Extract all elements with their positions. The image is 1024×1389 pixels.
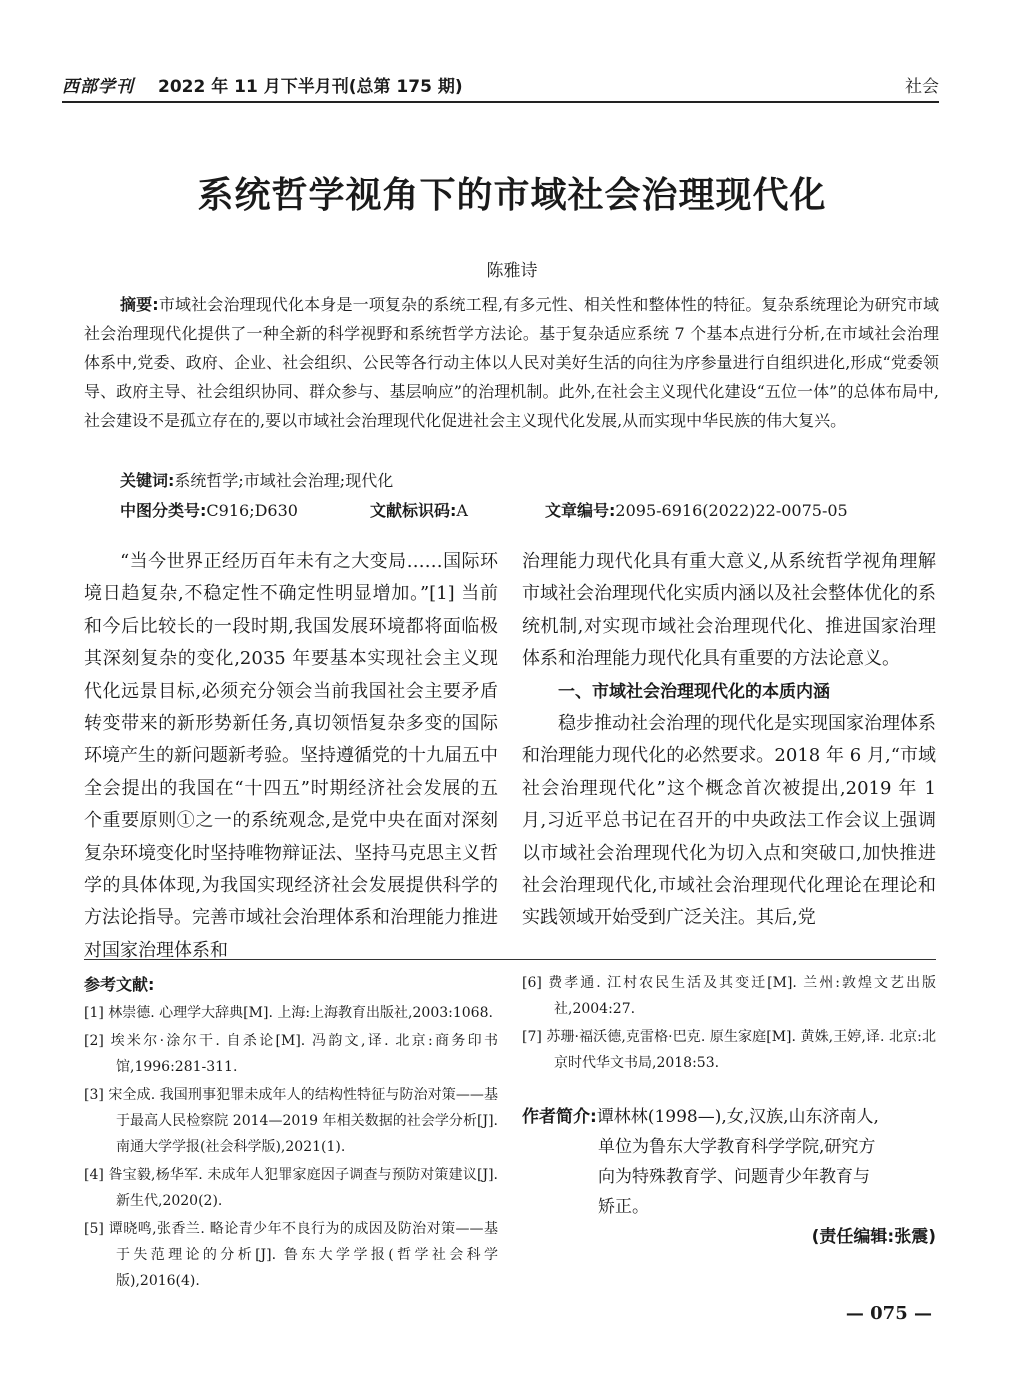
bio-label: 作者简介: — [522, 1107, 597, 1127]
article-title: 系统哲学视角下的市域社会治理现代化 — [197, 175, 827, 216]
references-rule — [84, 959, 936, 960]
clc-value: C916;D630 — [206, 501, 298, 520]
reference-item: [1] 林崇德. 心理学大辞典[M]. 上海:上海教育出版社,2003:1068. — [84, 1005, 493, 1021]
author-bio — [522, 1102, 936, 1222]
references-left — [84, 972, 498, 1296]
body-column-right — [522, 546, 936, 935]
doc-code — [370, 498, 468, 521]
references-right — [522, 970, 936, 1078]
article-value: 2095-6916(2022)22-0075-05 — [615, 501, 848, 520]
reference-item: [4] 昝宝毅,杨华军. 未成年人犯罪家庭因子调查与预防对策建议[J]. 新生代,2020(2). — [84, 1167, 498, 1209]
references-heading: 参考文献: — [84, 975, 155, 994]
responsible-editor: (责任编辑:张震) — [811, 1227, 936, 1247]
abstract-text: 市域社会治理现代化本身是一项复杂的系统工程,有多元性、相关性和整体性的特征。复杂系统理论为研究市域社会治理现代化提供了一种全新的科学视野和系统哲学方法论。基于复杂适应系统 7 个基本点进行分析,在市域社会治理体系中,党委、政府、企业、社会组织、公民等各行动主体以人民对美好生活的向往为序参量进行自组织进化,形成“党委领导、政府主导、社会组织协同、群众参与、基层响应”的治理机制。此外,在社会主义现代化建设“五位一体”的总体布局中,社会建设不是孤立存在的,要以市域社会治理现代化促进社会主义现代化发展,从而实现中华民族的伟大复兴。 — [84, 295, 939, 430]
article-number — [545, 498, 848, 521]
reference-item: [7] 苏珊·福沃德,克雷格·巴克. 原生家庭[M]. 黄姝,王婷,译. 北京:北京时代华文书局,2018:53. — [522, 1029, 936, 1071]
doc-value: A — [456, 501, 468, 520]
article-label: 文章编号: — [545, 501, 616, 520]
body-column-left — [84, 546, 498, 967]
bio-line: 矫正。 — [598, 1197, 649, 1217]
page-number: — 075 — — [845, 1303, 932, 1324]
bio-line: 单位为鲁东大学教育科学学院,研究方 — [598, 1137, 876, 1157]
section-heading: 一、市域社会治理现代化的本质内涵 — [558, 681, 830, 702]
running-header — [62, 70, 939, 104]
keywords-text: 系统哲学;市域社会治理;现代化 — [174, 471, 394, 490]
clc-code — [120, 498, 298, 521]
reference-item: [6] 费孝通. 江村农民生活及其变迁[M]. 兰州:敦煌文艺出版社,2004:27. — [522, 975, 936, 1017]
keywords-label: 关键词: — [120, 471, 175, 490]
clc-label: 中图分类号: — [120, 501, 207, 520]
body-paragraph: 稳步推动社会治理的现代化是实现国家治理体系和治理能力现代化的必然要求。2018 年 6 月,“市域社会治理现代化”这个概念首次被提出,2019 年 1 月,习近平总书记在召开的中央政法工作会议上强调以市域社会治理现代化为切入点和突破口,加快推进社会治理现代化,市域社会治理现代化理论在理论和实践领域开始受到广泛关注。其后,党 — [522, 713, 936, 929]
journal-logo: 西部学刊 — [62, 77, 134, 97]
doc-label: 文献标识码: — [370, 501, 457, 520]
body-paragraph: “当今世界正经历百年未有之大变局……国际环境日趋复杂,不稳定性不确定性明显增加。”[1] 当前和今后比较长的一段时期,我国发展环境都将面临极其深刻复杂的变化,2035 年要基本实现社会主义现代化远景目标,必须充分领会当前我国社会主要矛盾转变带来的新形势新任务,真切领悟复杂多变的国际环境产生的新问题新考验。坚持遵循党的十九届五中全会提出的我国在“十四五”时期经济社会发展的五个重要原则①之一的系统观念,是党中央在面对深刻复杂环境变化时坚持唯物辩证法、坚持马克思主义哲学的具体体现,为我国实现经济社会发展提供科学的方法论指导。完善市域社会治理体系和治理能力推进对国家治理体系和 — [84, 551, 498, 961]
reference-item: [5] 谭晓鸣,张香兰. 略论青少年不良行为的成因及防治对策——基于失范理论的分析[J]. 鲁东大学学报(哲学社会科学版),2016(4). — [84, 1221, 498, 1289]
bio-line: 谭林林(1998—),女,汉族,山东济南人, — [596, 1107, 879, 1127]
reference-item: [2] 埃米尔·涂尔干. 自杀论[M]. 冯韵文,译. 北京:商务印书馆,1996:281-311. — [84, 1033, 498, 1075]
author-name: 陈雅诗 — [486, 261, 538, 281]
header-rule — [62, 101, 939, 103]
body-paragraph: 治理能力现代化具有重大意义,从系统哲学视角理解市域社会治理现代化实质内涵以及社会整体优化的系统机制,对实现市域社会治理现代化、推进国家治理体系和治理能力现代化具有重要的方法论意义。 — [522, 551, 936, 670]
issue-info: 2022 年 11 月下半月刊(总第 175 期) — [158, 77, 463, 97]
abstract — [84, 290, 939, 435]
abstract-label: 摘要: — [120, 295, 159, 314]
keywords — [120, 468, 393, 491]
section-label: 社会 — [905, 77, 939, 97]
bio-line: 向为特殊教育学、问题青少年教育与 — [598, 1167, 870, 1187]
reference-item: [3] 宋全成. 我国刑事犯罪未成年人的结构性特征与防治对策——基于最高人民检察院 2014—2019 年相关数据的社会学分析[J]. 南通大学学报(社会科学版),2021(1). — [84, 1087, 498, 1155]
